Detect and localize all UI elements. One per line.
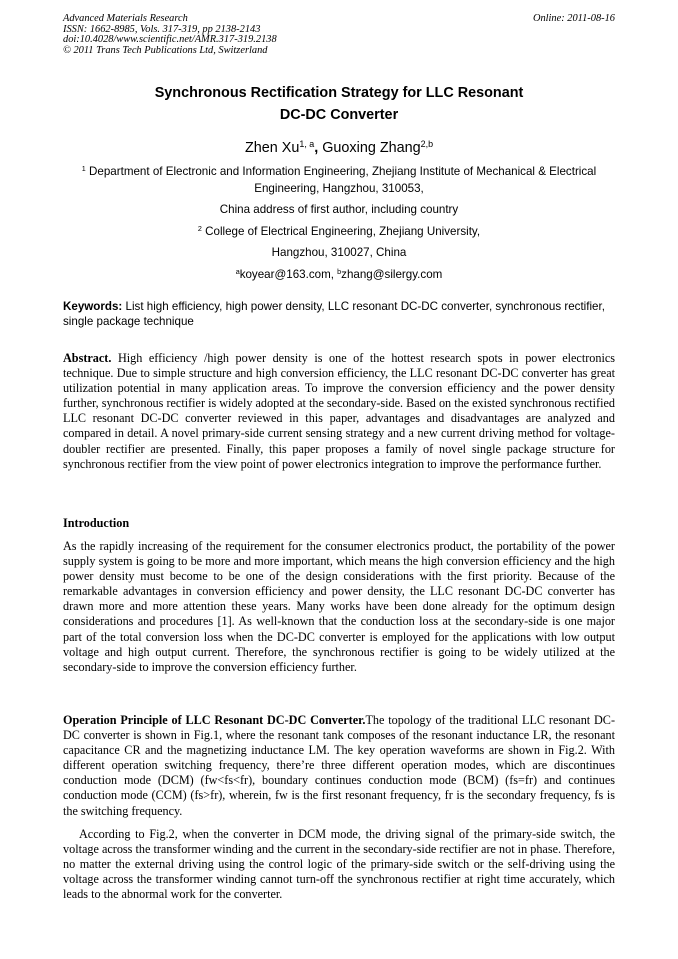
- keywords-section: [63, 299, 615, 329]
- author-line: Zhen Xu$^{1, a}$, Guoxing Zhang$^{2,b}$: [244, 139, 434, 156]
- operation-text: The topology of the traditional LLC resonant DC-DC converter is shown in Fig.1, where the resonant tank composes of the resonant inductance LR, the resonant capacitance CR and the magnetizing inductance LM. The key operation waveforms are shown in Fig.2. With different operation switching frequency, there’re three different operation modes, which are discontinues conduction mode (DCM) (fw<fs<fr), boundary continues conduction mode (BCM) (fs=fr) and continues conduction mode (CCM) (fs>fr), wherein, fw is the first resonant frequency, fr is the secondary frequency, fs is the switching frequency.: [63, 713, 615, 818]
- author-2-superscript: 2,b: [420, 139, 434, 150]
- introduction-heading: Introduction: [63, 516, 130, 530]
- journal-header: [63, 14, 615, 56]
- email-2-superscript: b: [337, 266, 342, 276]
- affiliation-1-country: China address of first author, including country: [219, 203, 459, 216]
- paper-title: [63, 82, 615, 126]
- operation-paragraph: [63, 713, 615, 819]
- online-date: Online: 2011-08-16: [532, 13, 615, 24]
- author-1-superscript: 1, a: [299, 139, 315, 150]
- issn-line: ISSN: 1662-8985, Vols. 317-319, pp 2138-2143: [63, 23, 261, 35]
- introduction-paragraph: As the rapidly increasing of the requirement for the consumer electronics product, the portability of the power supply system is going to be more and more important, which means the high conversion efficiency and the high power density must become to be one of the design considerations with the first priority. Because of the remarkable advantages in conversion efficiency and power density, the LLC resonant DC-DC converter has drawn more and more attention these years. Many works have been done already for the optimum design considerations and procedures [1]. As well-known that the conduction loss at the secondary-side is one major part of the total conversion loss when the DC-DC converter is employed for the applications with low output voltage and high output current. Therefore, the synchronous rectifier is going to be widely utilized at the secondary-side to improve the conversion efficiency further.: [63, 539, 615, 674]
- email-1: koyear@163.com,: [239, 267, 338, 281]
- email-1-superscript: a: [235, 266, 240, 276]
- abstract-label: Abstract.: [63, 351, 112, 365]
- author-2-name: Guoxing Zhang: [322, 140, 421, 156]
- operation-heading: Operation Principle of LLC Resonant DC-DC Converter.: [63, 713, 366, 727]
- operation-paragraph-2: According to Fig.2, when the converter in DCM mode, the driving signal of the primary-side switch, the voltage across the transformer winding and the current in the secondary-side rectifier are not in phase. Therefore, no matter the external driving using the control logic of the primary-side switch or the self-driving using the voltage across the transformer winding cannot turn-off the synchronous rectifier at right time accurately, which leads to the abnormal work for the converter.: [63, 827, 615, 902]
- abstract-paragraph: [63, 351, 615, 472]
- affiliation-2-number: 2: [197, 223, 202, 233]
- affiliation-2: [63, 224, 615, 241]
- keywords-text: List high efficiency, high power density, LLC resonant DC-DC converter, synchronous rectifier, single package technique: [63, 300, 605, 328]
- abstract-text: High efficiency /high power density is one of the hottest research spots in power electronics technique. Due to simple structure and high conversion efficiency, the LLC resonant DC-DC converter has great utilization potential in many application areas. To improve the conversion efficiency and the power density further, synchronous rectifier is widely adopted at the secondary-side. Based on the existed synchronous rectified LLC resonant DC-DC converter reviewed in this paper, advantages and disadvantages are analyzed and compared in detail. A novel primary-side current sensing strategy and a new current driving method for voltage-doubler rectifier are presented. Finally, this paper proposes a family of novel single package structure for synchronous rectifier from the view point of power electronics integration to improve the performance further.: [63, 351, 615, 471]
- title-line-1: Synchronous Rectification Strategy for LLC Resonant: [154, 85, 524, 101]
- affiliation-2-text: College of Electrical Engineering, Zhejiang University,: [205, 224, 481, 238]
- journal-name: Advanced Materials Research: [63, 13, 188, 24]
- author-1-name: Zhen Xu: [244, 140, 300, 156]
- email-line: [63, 267, 615, 284]
- doi-line: doi:10.4028/www.scientific.net/AMR.317-319.2138: [63, 34, 277, 45]
- title-line-2: DC-DC Converter: [279, 107, 399, 123]
- affiliation-1-number: 1: [81, 164, 86, 174]
- affiliation-1-text: Department of Electronic and Information Engineering, Zhejiang Institute of Mechanical & Electrical Engineering, Hangzhou, 310053,: [89, 165, 597, 195]
- affiliations: [63, 164, 615, 283]
- affiliation-1: [63, 164, 615, 197]
- copyright-line: © 2011 Trans Tech Publications Ltd, Switzerland: [63, 44, 268, 56]
- keywords-label: Keywords:: [63, 300, 123, 313]
- affiliation-2-city: Hangzhou, 310027, China: [271, 246, 407, 259]
- email-2: zhang@silergy.com: [341, 267, 443, 281]
